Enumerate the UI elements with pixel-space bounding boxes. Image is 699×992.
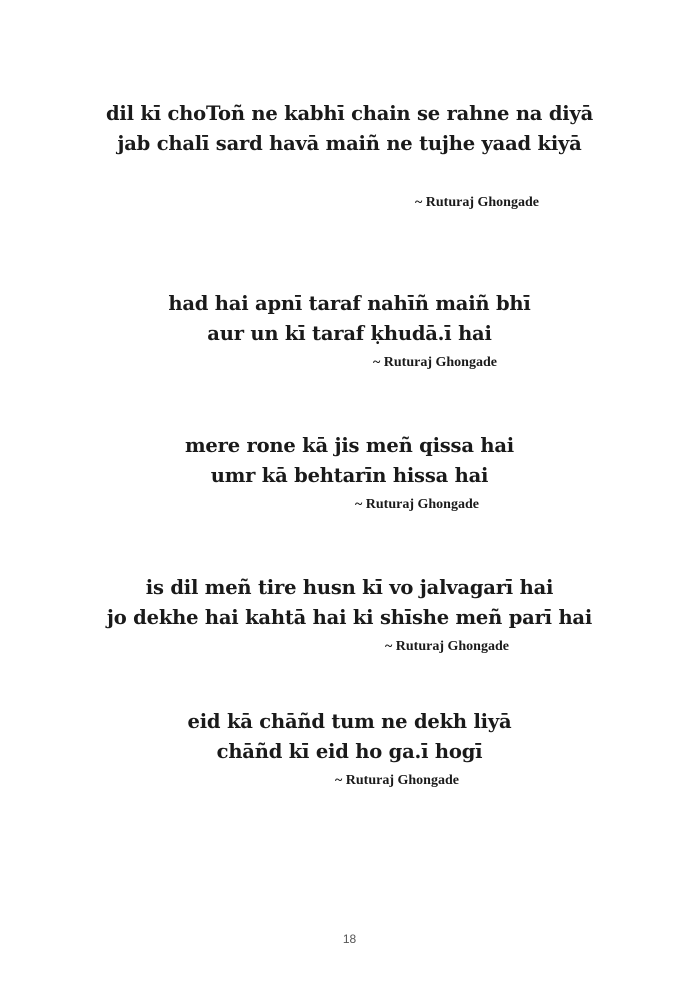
couplet-line: eid kā chāñd tum ne dekh liyā [187,710,512,733]
couplet-line: umr kā behtarīn hissa hai [210,464,489,487]
couplet-line: is dil meñ tire husn kī vo jalvagarī hai [145,576,554,599]
attribution: ~ Ruturaj Ghongade [373,355,497,370]
couplet-line: jab chalī sard havā maiñ ne tujhe yaad kiyā [117,132,582,155]
couplet-2 [0,289,699,349]
couplet-line: dil kī choToñ ne kabhī chain se rahne na diyā [105,102,594,125]
attribution: ~ Ruturaj Ghongade [335,773,459,788]
couplet-1 [0,99,699,159]
attribution: ~ Ruturaj Ghongade [385,639,509,654]
attribution: ~ Ruturaj Ghongade [415,195,539,210]
couplet-line: had hai apnī taraf nahīñ maiñ bhī [168,292,531,315]
page-number: 18 [342,932,357,946]
couplet-3 [0,431,699,491]
couplet-line: aur un kī taraf ḳhudā.ī hai [207,322,492,345]
couplet-line: mere rone kā jis meñ qissa hai [185,434,514,457]
couplet-line: jo dekhe hai kahtā hai ki shīshe meñ parī hai [106,606,593,629]
attribution: ~ Ruturaj Ghongade [355,497,479,512]
couplet-5 [0,707,699,767]
couplet-4 [0,573,699,633]
couplet-line: chāñd kī eid ho ga.ī hogī [216,740,483,763]
